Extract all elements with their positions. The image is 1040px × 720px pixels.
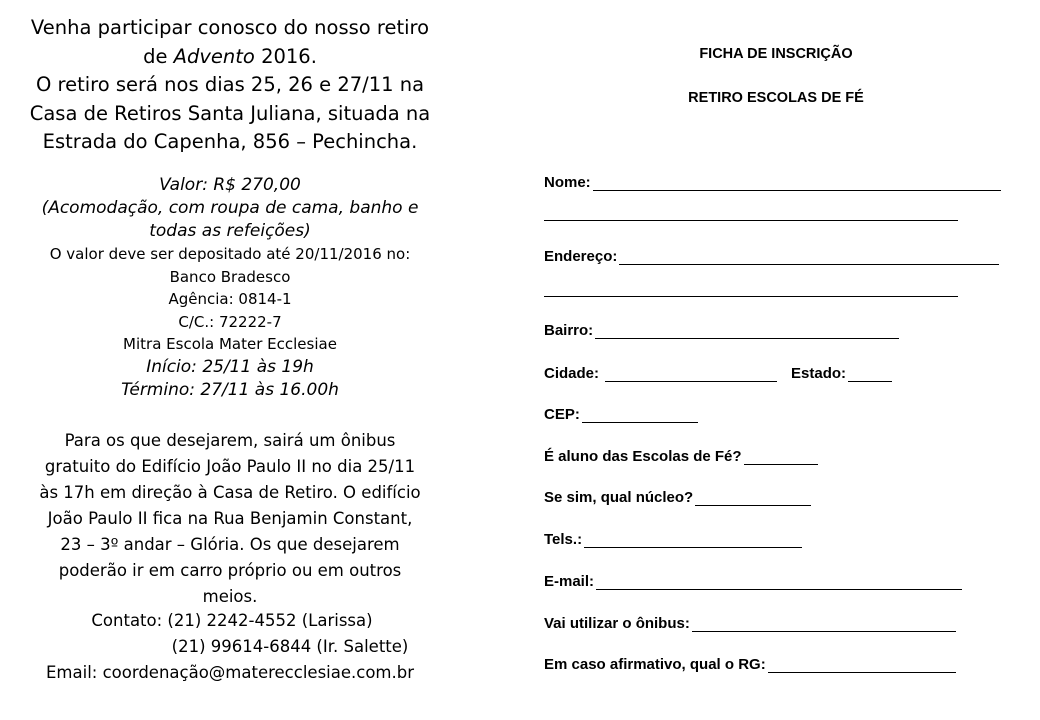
email-line[interactable] [596, 575, 962, 590]
name-label: Nome: [544, 174, 591, 191]
intro-line-4: Casa de Retiros Santa Juliana, situada na [29, 101, 431, 125]
bus-usage-field[interactable] [544, 615, 956, 632]
bank-name: Banco Bradesco [169, 267, 291, 286]
intro-line-2-italic: Advento [173, 44, 255, 68]
address-field-continuation[interactable] [544, 282, 958, 297]
bus-line: poderão ir em carro próprio ou em outros [58, 561, 402, 580]
intro-line-2-pre: de [143, 44, 174, 68]
student-line[interactable] [744, 450, 818, 465]
bank-agency: Agência: 0814-1 [168, 290, 292, 308]
state-line[interactable] [848, 367, 892, 382]
nucleus-field[interactable] [544, 489, 811, 506]
bank-account: C/C.: 72222-7 [178, 312, 282, 331]
contact-email: Email: coordenação@materecclesiae.com.br [46, 663, 414, 682]
contact-phone-1: Contato: (21) 2242-4552 (Larissa) [91, 611, 373, 630]
name-field-continuation[interactable] [544, 206, 958, 221]
contact-phone-2: (21) 99614-6844 (Ir. Salette) [171, 637, 409, 656]
price: Valor: R$ 270,00 [159, 175, 301, 195]
contact-info [0, 608, 460, 686]
address-field[interactable] [544, 248, 999, 265]
phones-label: Tels.: [544, 531, 583, 548]
address-line[interactable] [619, 250, 999, 265]
bus-info [0, 428, 460, 610]
rg-field[interactable] [544, 656, 956, 673]
rg-line[interactable] [768, 658, 956, 673]
accommodation-line-1: (Acomodação, com roupa de cama, banho e [41, 198, 419, 218]
intro-line-2 [0, 43, 460, 72]
nucleus-line[interactable] [695, 491, 811, 506]
intro-line-5: Estrada do Capenha, 856 – Pechincha. [42, 130, 418, 153]
form-subtitle: RETIRO ESCOLAS DE FÉ [688, 90, 864, 106]
bus-usage-label: Vai utilizar o ônibus: [544, 615, 690, 632]
phones-line[interactable] [584, 533, 802, 548]
intro-line-3: O retiro será nos dias 25, 26 e 27/11 na [35, 73, 425, 96]
start-time: Início: 25/11 às 19h [146, 356, 314, 377]
city-label: Cidade: [544, 365, 600, 382]
intro-text [0, 14, 460, 157]
end-time: Término: 27/11 às 16.00h [121, 379, 339, 400]
bus-line: Para os que desejarem, sairá um ônibus [64, 431, 396, 450]
form-title: FICHA DE INSCRIÇÃO [699, 46, 853, 62]
student-field[interactable] [544, 448, 818, 465]
address-line-2[interactable] [544, 282, 958, 297]
district-field[interactable] [544, 322, 899, 339]
accommodation-line-2: todas as refeições) [149, 221, 311, 241]
email-label: E-mail: [544, 573, 595, 590]
state-label: Estado: [791, 365, 847, 382]
city-state-field[interactable] [544, 365, 892, 382]
student-label: É aluno das Escolas de Fé? [544, 448, 742, 465]
bus-line: 23 – 3º andar – Glória. Os que desejarem [60, 535, 400, 554]
deposit-deadline: O valor deve ser depositado até 20/11/2016 no: [49, 245, 411, 263]
intro-line-2-post: 2016. [254, 44, 317, 68]
email-field[interactable] [544, 573, 962, 590]
bus-usage-line[interactable] [692, 617, 956, 632]
city-line[interactable] [605, 367, 777, 382]
name-line-2[interactable] [544, 206, 958, 221]
district-label: Bairro: [544, 322, 594, 339]
nucleus-label: Se sim, qual núcleo? [544, 489, 694, 506]
bus-line: às 17h em direção à Casa de Retiro. O edifício [39, 483, 421, 502]
rg-label: Em caso afirmativo, qual o RG: [544, 656, 766, 673]
cep-line[interactable] [582, 408, 698, 423]
bus-line: gratuito do Edifício João Paulo II no dia 25/11 [44, 457, 416, 476]
account-holder: Mitra Escola Mater Ecclesiae [123, 335, 337, 353]
cep-field[interactable] [544, 406, 698, 423]
bus-line: João Paulo II fica na Rua Benjamin Constant, [47, 509, 413, 528]
cep-label: CEP: [544, 406, 580, 423]
address-label: Endereço: [544, 248, 618, 265]
payment-info [0, 174, 460, 402]
name-field[interactable] [544, 174, 1001, 191]
name-line[interactable] [593, 176, 1001, 191]
bus-line: meios. [202, 587, 258, 606]
intro-line-1: Venha participar conosco do nosso retiro [30, 16, 430, 39]
phones-field[interactable] [544, 531, 802, 548]
district-line[interactable] [595, 324, 899, 339]
